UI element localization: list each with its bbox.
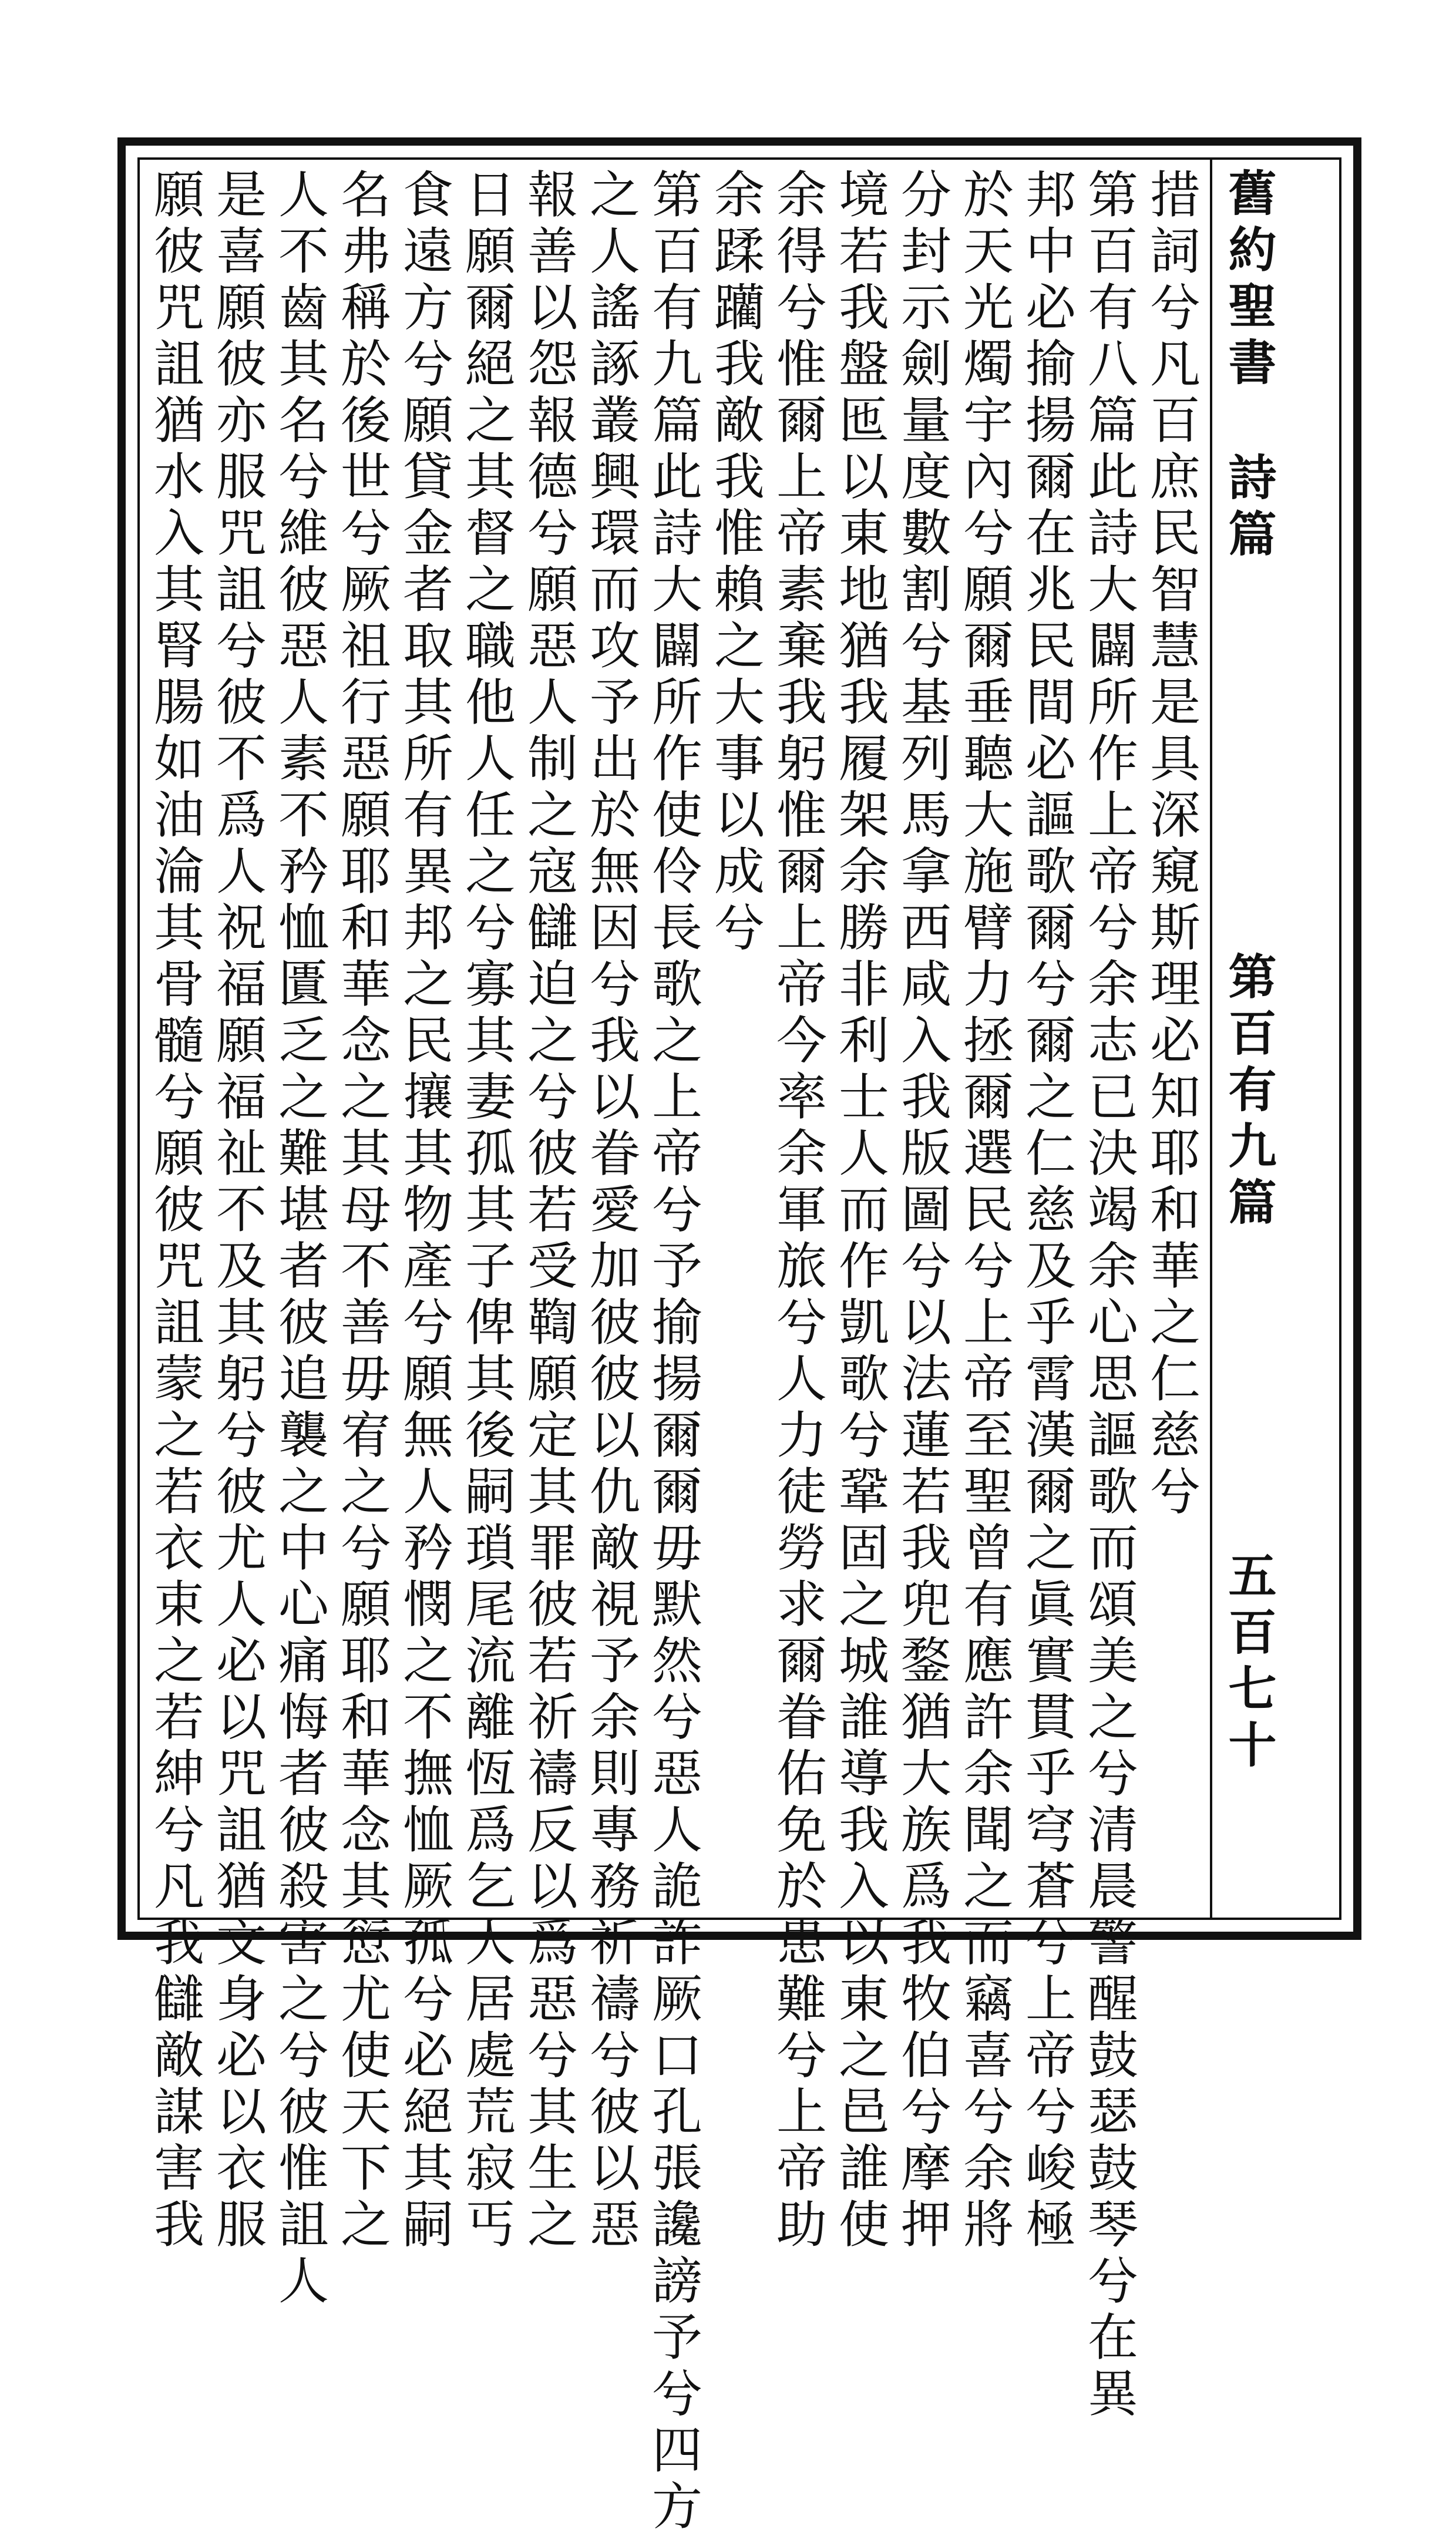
book-title: 舊約聖書 bbox=[1220, 168, 1277, 393]
text-column-7: 余得兮惟爾上帝素棄我躬惟爾上帝今率余軍旅兮人力徒勞求爾眷佑免於患難兮上帝助 bbox=[768, 168, 826, 2254]
text-column-17: 願彼咒詛猶水入其腎腸如油淪其骨髓兮願彼咒詛蒙之若衣束之若紳兮凡我讎敵謀害我 bbox=[145, 168, 204, 2254]
text-column-14: 名弗稱於後世兮厥祖行惡願耶和華念之其母不善毋宥之兮願耶和華念其愆尤使天下之 bbox=[332, 168, 391, 2254]
text-column-3: 邦中必揄揚爾在兆民間必謳歌爾兮爾之仁慈及乎霄漢爾之眞實貫乎穹蒼兮上帝兮峻極 bbox=[1017, 168, 1075, 2254]
text-column-9: 第百有九篇此詩大闢所作使伶長歌之上帝兮予揄揚爾爾毋默然兮惡人詭詐厥口孔張讒謗予兮四方 bbox=[643, 168, 702, 2536]
page-number: 五百七十 bbox=[1220, 1550, 1277, 1776]
text-column-2: 第百有八篇此詩大闢所作上帝兮余志已決竭余心思謳歌而頌美之兮清晨警醒鼓瑟鼓琴兮在異 bbox=[1079, 168, 1138, 2423]
chapter-title: 第百有九篇 bbox=[1220, 951, 1277, 1233]
text-column-15: 人不齒其名兮維彼惡人素不矜恤匱乏之難堪者彼追襲之中心痛悔者彼殺害之兮彼惟詛人 bbox=[270, 168, 328, 2310]
text-column-11: 報善以怨報德兮願惡人制之寇讎迫之兮彼若受鞫願定其罪彼若祈禱反以爲惡兮其生之 bbox=[519, 168, 577, 2254]
header-rule bbox=[1210, 157, 1212, 1920]
text-column-1: 措詞兮凡百庶民智慧是具深窺斯理必知耶和華之仁慈兮 bbox=[1141, 168, 1200, 1521]
section-title: 詩篇 bbox=[1220, 452, 1277, 565]
text-column-16: 是喜願彼亦服咒詛兮彼不爲人祝福願福祉不及其躬兮彼尤人必以咒詛猶文身必以衣服 bbox=[207, 168, 266, 2254]
text-column-4: 於天光燭宇內兮願爾垂聽大施臂力拯爾選民兮上帝至聖曾有應許余聞之而竊喜兮余將 bbox=[954, 168, 1013, 2254]
text-column-12: 日願爾絕之其督之職他人任之兮寡其妻孤其子俾其後嗣瑣尾流離恆爲乞人居處荒寂丐 bbox=[456, 168, 515, 2254]
text-column-5: 分封示劍量度數割兮基列馬拿西咸入我版圖兮以法蓮若我兜鍪猶大族爲我牧伯兮摩押 bbox=[892, 168, 951, 2254]
text-column-13: 食遠方兮願貸金者取其所有異邦之民攘其物產兮願無人矜憫之不撫恤厥孤兮必絕其嗣 bbox=[394, 168, 453, 2254]
text-column-10: 之人謠諑叢興環而攻予出於無因兮我以眷愛加彼彼以仇敵視予余則專務祈禱兮彼以惡 bbox=[581, 168, 640, 2254]
text-column-8: 余蹂躪我敵我惟賴之大事以成兮 bbox=[705, 168, 764, 957]
text-column-6: 境若我盤匜以東地猶我履架余勝非利士人而作凱歌兮鞏固之城誰導我入以東之邑誰使 bbox=[830, 168, 889, 2254]
